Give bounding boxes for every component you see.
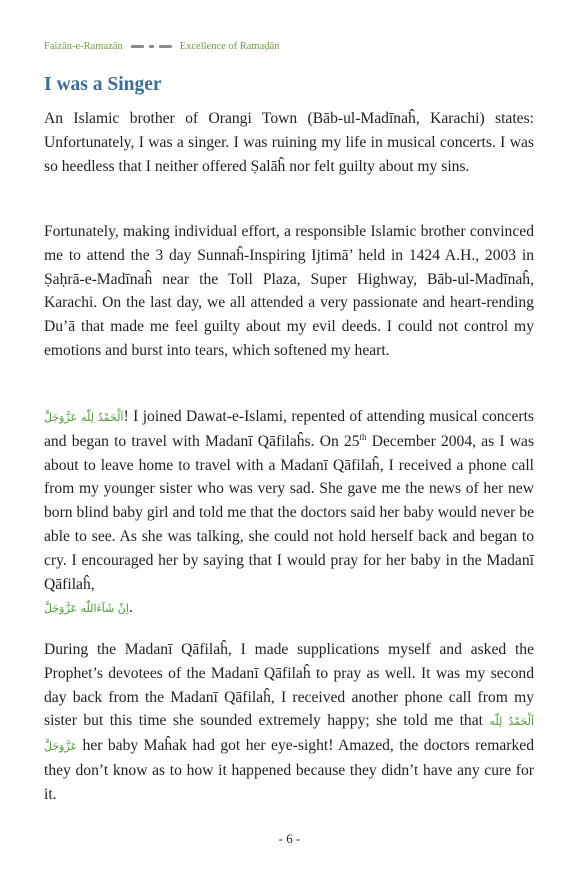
paragraph-3-text-a: ! I joined Dawat-e-Islami, repented of attending musical concerts and began to travel with Madanī Qāfilaĥs. On 25	[44, 408, 534, 450]
chapter-title: Excellence of Ramaḍān	[179, 40, 280, 52]
paragraph-2: Fortunately, making individual effort, a responsible Islamic brother convinced me to attend the 3 day Sunnaĥ-Inspiring Ijtimā’ held in 1424 A.H., 2003 in Ṣaḥrā-e-Madīnaĥ near the Toll Plaza, Super Highway, Bāb-ul-Madīnaĥ, Karachi. On the last day, we all attended a very passionate and heart-rending Du’ā that made me feel guilty about my evil deeds. I could not control my emotions and burst into tears, which softened my heart.	[44, 223, 534, 359]
separator-dash	[131, 45, 144, 48]
header-separator	[131, 45, 172, 48]
section-heading: I was a Singer	[44, 74, 162, 95]
paragraph-1: An Islamic brother of Orangi Town (Bāb-ul-Madīnaĥ, Karachi) states: Unfortunately, I was a singer. I was ruining my life in musical concerts. I was so heedless that I neither offered Ṣalāĥ nor felt guilty about my sins.	[44, 110, 534, 175]
paragraph-3	[44, 405, 534, 621]
paragraph-4	[44, 638, 534, 807]
arabic-phrase-alhamdulillah: اَلْحَمْدُ لِلّٰه عَزَّوَجَلَّ	[44, 411, 124, 424]
paragraph-4-text-b: her baby Maĥak had got her eye-sight! Amazed, the doctors remarked they don’t know as to how it happened because they didn’t have any cure for it.	[44, 737, 534, 803]
separator-dash	[159, 45, 172, 48]
separator-dash	[149, 45, 154, 48]
arabic-phrase-alhamdulillah: اَلْحَمْدُ لِلّٰه عَزَّوَجَلَّ	[44, 715, 534, 754]
ordinal-suffix: th	[359, 431, 367, 442]
paragraph-3-text-b: December 2004, as I was about to leave home to travel with a Madanī Qāfilaĥ, I received a phone call from my younger sister who was very sad. She gave me the news of her new born blind baby girl and told me that the doctors said her baby would never be able to see. As she was talking, she could not hold herself back and began to cry. I encouraged her by saying that I would pray for her baby in the Madanī Qāfilaĥ,	[44, 432, 535, 593]
paragraph-4-text-a: During the Madanī Qāfilaĥ, I made supplications myself and asked the Prophet’s devotees of the Madanī Qāfilaĥ to pray as well. It was my second day back from the Madanī Qāfilaĥ, I received another phone call from my sister but this time she sounded extremely happy; she told me that	[44, 641, 534, 730]
arabic-phrase-inshaallah: اِنْ شَآءَاللّٰه عَزَّوَجَلَّ	[44, 602, 129, 616]
paragraph-3-end: .	[128, 599, 133, 617]
page-number: - 6 -	[278, 831, 301, 846]
book-title: Faizān-e-Ramazān	[44, 40, 123, 52]
running-header	[44, 37, 544, 55]
